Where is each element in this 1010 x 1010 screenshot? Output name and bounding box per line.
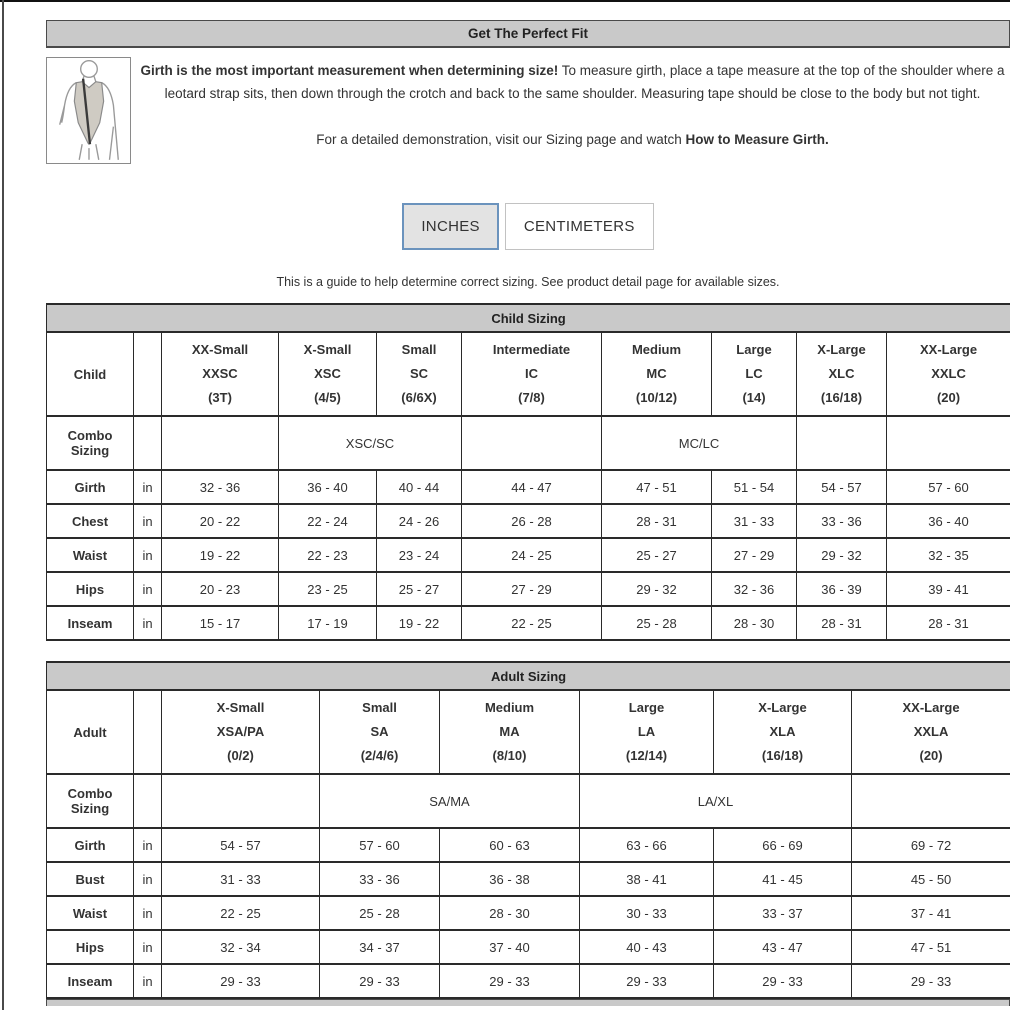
size-column-header (440, 690, 580, 774)
column-header-line: SA (370, 723, 389, 739)
column-header-line: (20) (919, 748, 943, 764)
column-header-line: XX-Large (902, 699, 960, 715)
column-header-line: (16/18) (820, 390, 863, 406)
column-header-line: (16/18) (761, 748, 804, 764)
unit-cell: in (134, 828, 162, 862)
measurement-value: 32 - 36 (712, 572, 797, 606)
column-header-row (47, 690, 1010, 774)
measurement-value: 41 - 45 (714, 862, 852, 896)
measurement-value: 29 - 33 (852, 964, 1010, 998)
column-header-line: XXSC (202, 365, 238, 381)
measurement-label: Waist (47, 896, 134, 930)
column-header-line: XX-Small (191, 341, 249, 357)
measurement-value: 28 - 30 (712, 606, 797, 640)
girth-instructions (139, 59, 1006, 105)
frame-border-top (0, 0, 1010, 2)
unit-column-header (134, 690, 162, 774)
measurement-value: 36 - 39 (797, 572, 887, 606)
child-table-title-row (47, 304, 1010, 332)
measurement-value: 31 - 33 (162, 862, 320, 896)
column-header-line: X-Small (303, 341, 352, 357)
measurement-value: 28 - 30 (440, 896, 580, 930)
measurement-value: 23 - 24 (377, 538, 462, 572)
measurement-row (47, 828, 1010, 862)
column-header-line: X-Small (216, 699, 265, 715)
measurement-value: 28 - 31 (797, 606, 887, 640)
measurement-row (47, 964, 1010, 998)
size-column-header (887, 332, 1010, 416)
column-header-line: XXLC (931, 365, 966, 381)
size-column-header (279, 332, 377, 416)
measurement-value: 33 - 36 (320, 862, 440, 896)
measurement-label: Girth (47, 470, 134, 504)
column-header-line: (6/6X) (401, 390, 437, 406)
measurement-value: 29 - 33 (440, 964, 580, 998)
combo-sizing-row (47, 774, 1010, 828)
column-header-line: MA (499, 723, 520, 739)
inches-button[interactable]: INCHES (402, 203, 498, 250)
unit-cell: in (134, 470, 162, 504)
measurement-value: 29 - 32 (797, 538, 887, 572)
column-header-line: (14) (742, 390, 766, 406)
measurement-label: Bust (47, 862, 134, 896)
measurement-value: 54 - 57 (797, 470, 887, 504)
next-section-bar (46, 999, 1010, 1006)
measurement-value: 20 - 23 (162, 572, 279, 606)
measurement-value: 28 - 31 (602, 504, 712, 538)
measurement-value: 34 - 37 (320, 930, 440, 964)
measurement-row (47, 930, 1010, 964)
column-header-line: XX-Large (920, 341, 978, 357)
measurement-value: 45 - 50 (852, 862, 1010, 896)
measurement-row (47, 538, 1010, 572)
unit-cell: in (134, 572, 162, 606)
size-column-header (162, 332, 279, 416)
measurement-value: 15 - 17 (162, 606, 279, 640)
child-sizing-table (46, 303, 1010, 641)
girth-intro-section (46, 57, 1010, 164)
measurement-value: 54 - 57 (162, 828, 320, 862)
measurement-value: 27 - 29 (712, 538, 797, 572)
column-header-line: Medium (631, 341, 682, 357)
column-header-line: LA (637, 723, 656, 739)
measurement-label: Waist (47, 538, 134, 572)
column-header-line: (10/12) (635, 390, 678, 406)
measurement-value: 33 - 36 (797, 504, 887, 538)
measurement-value: 17 - 19 (279, 606, 377, 640)
measurement-value: 36 - 40 (279, 470, 377, 504)
girth-intro-text (131, 57, 1010, 152)
measurement-value: 32 - 34 (162, 930, 320, 964)
measurement-label: Hips (47, 572, 134, 606)
measurement-value: 22 - 24 (279, 504, 377, 538)
leotard-girth-diagram (46, 57, 131, 164)
column-header-row (47, 332, 1010, 416)
measurement-value: 38 - 41 (580, 862, 714, 896)
unit-cell: in (134, 930, 162, 964)
combo-sizing-value (887, 416, 1010, 470)
child-table-title: Child Sizing (47, 304, 1010, 332)
measurement-value: 32 - 35 (887, 538, 1010, 572)
combo-sizing-value: MC/LC (602, 416, 797, 470)
measurement-row (47, 896, 1010, 930)
adult-table-title: Adult Sizing (47, 662, 1010, 690)
measurement-value: 29 - 33 (320, 964, 440, 998)
measurement-value: 27 - 29 (462, 572, 602, 606)
measurement-value: 29 - 33 (580, 964, 714, 998)
measurement-value: 22 - 23 (279, 538, 377, 572)
adult-table-title-row (47, 662, 1010, 690)
measurement-value: 47 - 51 (602, 470, 712, 504)
measurement-value: 63 - 66 (580, 828, 714, 862)
measurement-row (47, 606, 1010, 640)
column-header-line: XLA (769, 723, 796, 739)
column-header-line: MC (646, 365, 667, 381)
column-header-line: Small (401, 341, 437, 357)
table-corner-label: Adult (47, 690, 134, 774)
measurement-value: 40 - 44 (377, 470, 462, 504)
measurement-label: Inseam (47, 606, 134, 640)
column-header-line: XSA/PA (216, 723, 265, 739)
measurement-value: 19 - 22 (162, 538, 279, 572)
column-header-line: Medium (484, 699, 535, 715)
size-column-header (714, 690, 852, 774)
unit-cell: in (134, 964, 162, 998)
measurement-row (47, 572, 1010, 606)
measurement-value: 47 - 51 (852, 930, 1010, 964)
measurement-value: 69 - 72 (852, 828, 1010, 862)
measurement-value: 37 - 41 (852, 896, 1010, 930)
measurement-value: 25 - 28 (602, 606, 712, 640)
measurement-value: 23 - 25 (279, 572, 377, 606)
girth-instructions-rest: To measure girth, place a tape measure at the top of the shoulder where a leotard strap sits, then down through the crotch and back to the same shoulder. Measuring tape should be close to the body but not tight. (164, 63, 1005, 102)
measurement-value: 24 - 26 (377, 504, 462, 538)
measurement-value: 36 - 38 (440, 862, 580, 896)
column-header-line: Intermediate (492, 341, 571, 357)
measurement-value: 29 - 33 (162, 964, 320, 998)
measurement-value: 43 - 47 (714, 930, 852, 964)
column-header-line: Small (362, 699, 397, 715)
measurement-value: 24 - 25 (462, 538, 602, 572)
combo-sizing-value: LA/XL (580, 774, 852, 828)
measurement-row (47, 504, 1010, 538)
table-corner-label: Child (47, 332, 134, 416)
column-header-line: IC (525, 365, 538, 381)
unit-cell: in (134, 862, 162, 896)
measurement-value: 25 - 27 (602, 538, 712, 572)
combo-sizing-value (162, 416, 279, 470)
unit-cell: in (134, 538, 162, 572)
unit-cell: in (134, 896, 162, 930)
sizing-guide-note: This is a guide to help determine correct sizing. See product detail page for available sizes. (276, 275, 780, 289)
column-header-line: Large (628, 699, 665, 715)
size-column-header (580, 690, 714, 774)
size-column-header (797, 332, 887, 416)
sizing-page (46, 20, 1010, 1006)
measurement-row (47, 862, 1010, 896)
measurement-value: 57 - 60 (887, 470, 1010, 504)
column-header-line: (8/10) (492, 748, 527, 764)
column-header-line: X-Large (817, 341, 866, 357)
units-toggle (46, 203, 1010, 250)
measurement-value: 29 - 32 (602, 572, 712, 606)
measurement-value: 39 - 41 (887, 572, 1010, 606)
measurement-value: 19 - 22 (377, 606, 462, 640)
size-column-header (852, 690, 1010, 774)
size-column-header (462, 332, 602, 416)
measurement-value: 28 - 31 (887, 606, 1010, 640)
adult-sizing-table (46, 661, 1010, 999)
measurement-value: 33 - 37 (714, 896, 852, 930)
demo-line-text: For a detailed demonstration, visit our Sizing page and watch (316, 132, 686, 148)
combo-sizing-value: SA/MA (320, 774, 580, 828)
column-header-line: (20) (936, 390, 961, 406)
combo-sizing-row (47, 416, 1010, 470)
measurement-label: Girth (47, 828, 134, 862)
measurement-value: 25 - 27 (377, 572, 462, 606)
frame-border-left (2, 0, 4, 1010)
measurement-value: 26 - 28 (462, 504, 602, 538)
size-column-header (320, 690, 440, 774)
combo-sizing-value: XSC/SC (279, 416, 462, 470)
size-column-header (602, 332, 712, 416)
measurement-value: 51 - 54 (712, 470, 797, 504)
column-header-line: (0/2) (227, 748, 254, 764)
measurement-value: 25 - 28 (320, 896, 440, 930)
measurement-value: 22 - 25 (162, 896, 320, 930)
demo-line (139, 128, 1006, 151)
combo-row-label: Combo Sizing (47, 774, 134, 828)
column-header-line: (2/4/6) (360, 748, 399, 764)
measurement-value: 32 - 36 (162, 470, 279, 504)
combo-row-label: Combo Sizing (47, 416, 134, 470)
column-header-line: XXLA (913, 723, 949, 739)
unit-column-header (134, 332, 162, 416)
measurement-value: 31 - 33 (712, 504, 797, 538)
column-header-line: XLC (828, 365, 855, 381)
measurement-value: 37 - 40 (440, 930, 580, 964)
column-header-line: X-Large (758, 699, 807, 715)
measurement-value: 30 - 33 (580, 896, 714, 930)
measurement-value: 36 - 40 (887, 504, 1010, 538)
measurement-value: 20 - 22 (162, 504, 279, 538)
size-column-header (162, 690, 320, 774)
size-column-header (712, 332, 797, 416)
column-header-line: (12/14) (625, 748, 668, 764)
combo-sizing-value (852, 774, 1010, 828)
girth-instructions-bold: Girth is the most important measurement when determining size! (140, 63, 559, 78)
size-column-header (377, 332, 462, 416)
measurement-value: 40 - 43 (580, 930, 714, 964)
measurement-label: Chest (47, 504, 134, 538)
measurement-value: 22 - 25 (462, 606, 602, 640)
measurement-value: 44 - 47 (462, 470, 602, 504)
combo-sizing-value (162, 774, 320, 828)
unit-cell: in (134, 606, 162, 640)
column-header-line: (4/5) (314, 390, 341, 406)
column-header-line: XSC (314, 365, 341, 381)
column-header-line: SC (409, 365, 429, 381)
column-header-line: (3T) (208, 390, 232, 406)
leotard-figure-icon (47, 58, 130, 163)
measurement-label: Inseam (47, 964, 134, 998)
unit-cell: in (134, 504, 162, 538)
measurement-value: 57 - 60 (320, 828, 440, 862)
combo-sizing-value (797, 416, 887, 470)
combo-unit-cell (134, 416, 162, 470)
column-header-line: LC (745, 365, 763, 381)
combo-unit-cell (134, 774, 162, 828)
centimeters-button[interactable]: CENTIMETERS (505, 203, 654, 250)
measurement-row (47, 470, 1010, 504)
column-header-line: (7/8) (518, 390, 545, 406)
demo-line-bold: How to Measure Girth. (685, 132, 829, 148)
measurement-label: Hips (47, 930, 134, 964)
column-header-line: Large (736, 341, 772, 357)
page-title: Get The Perfect Fit (46, 20, 1010, 48)
combo-sizing-value (462, 416, 602, 470)
measurement-value: 60 - 63 (440, 828, 580, 862)
measurement-value: 29 - 33 (714, 964, 852, 998)
measurement-value: 66 - 69 (714, 828, 852, 862)
